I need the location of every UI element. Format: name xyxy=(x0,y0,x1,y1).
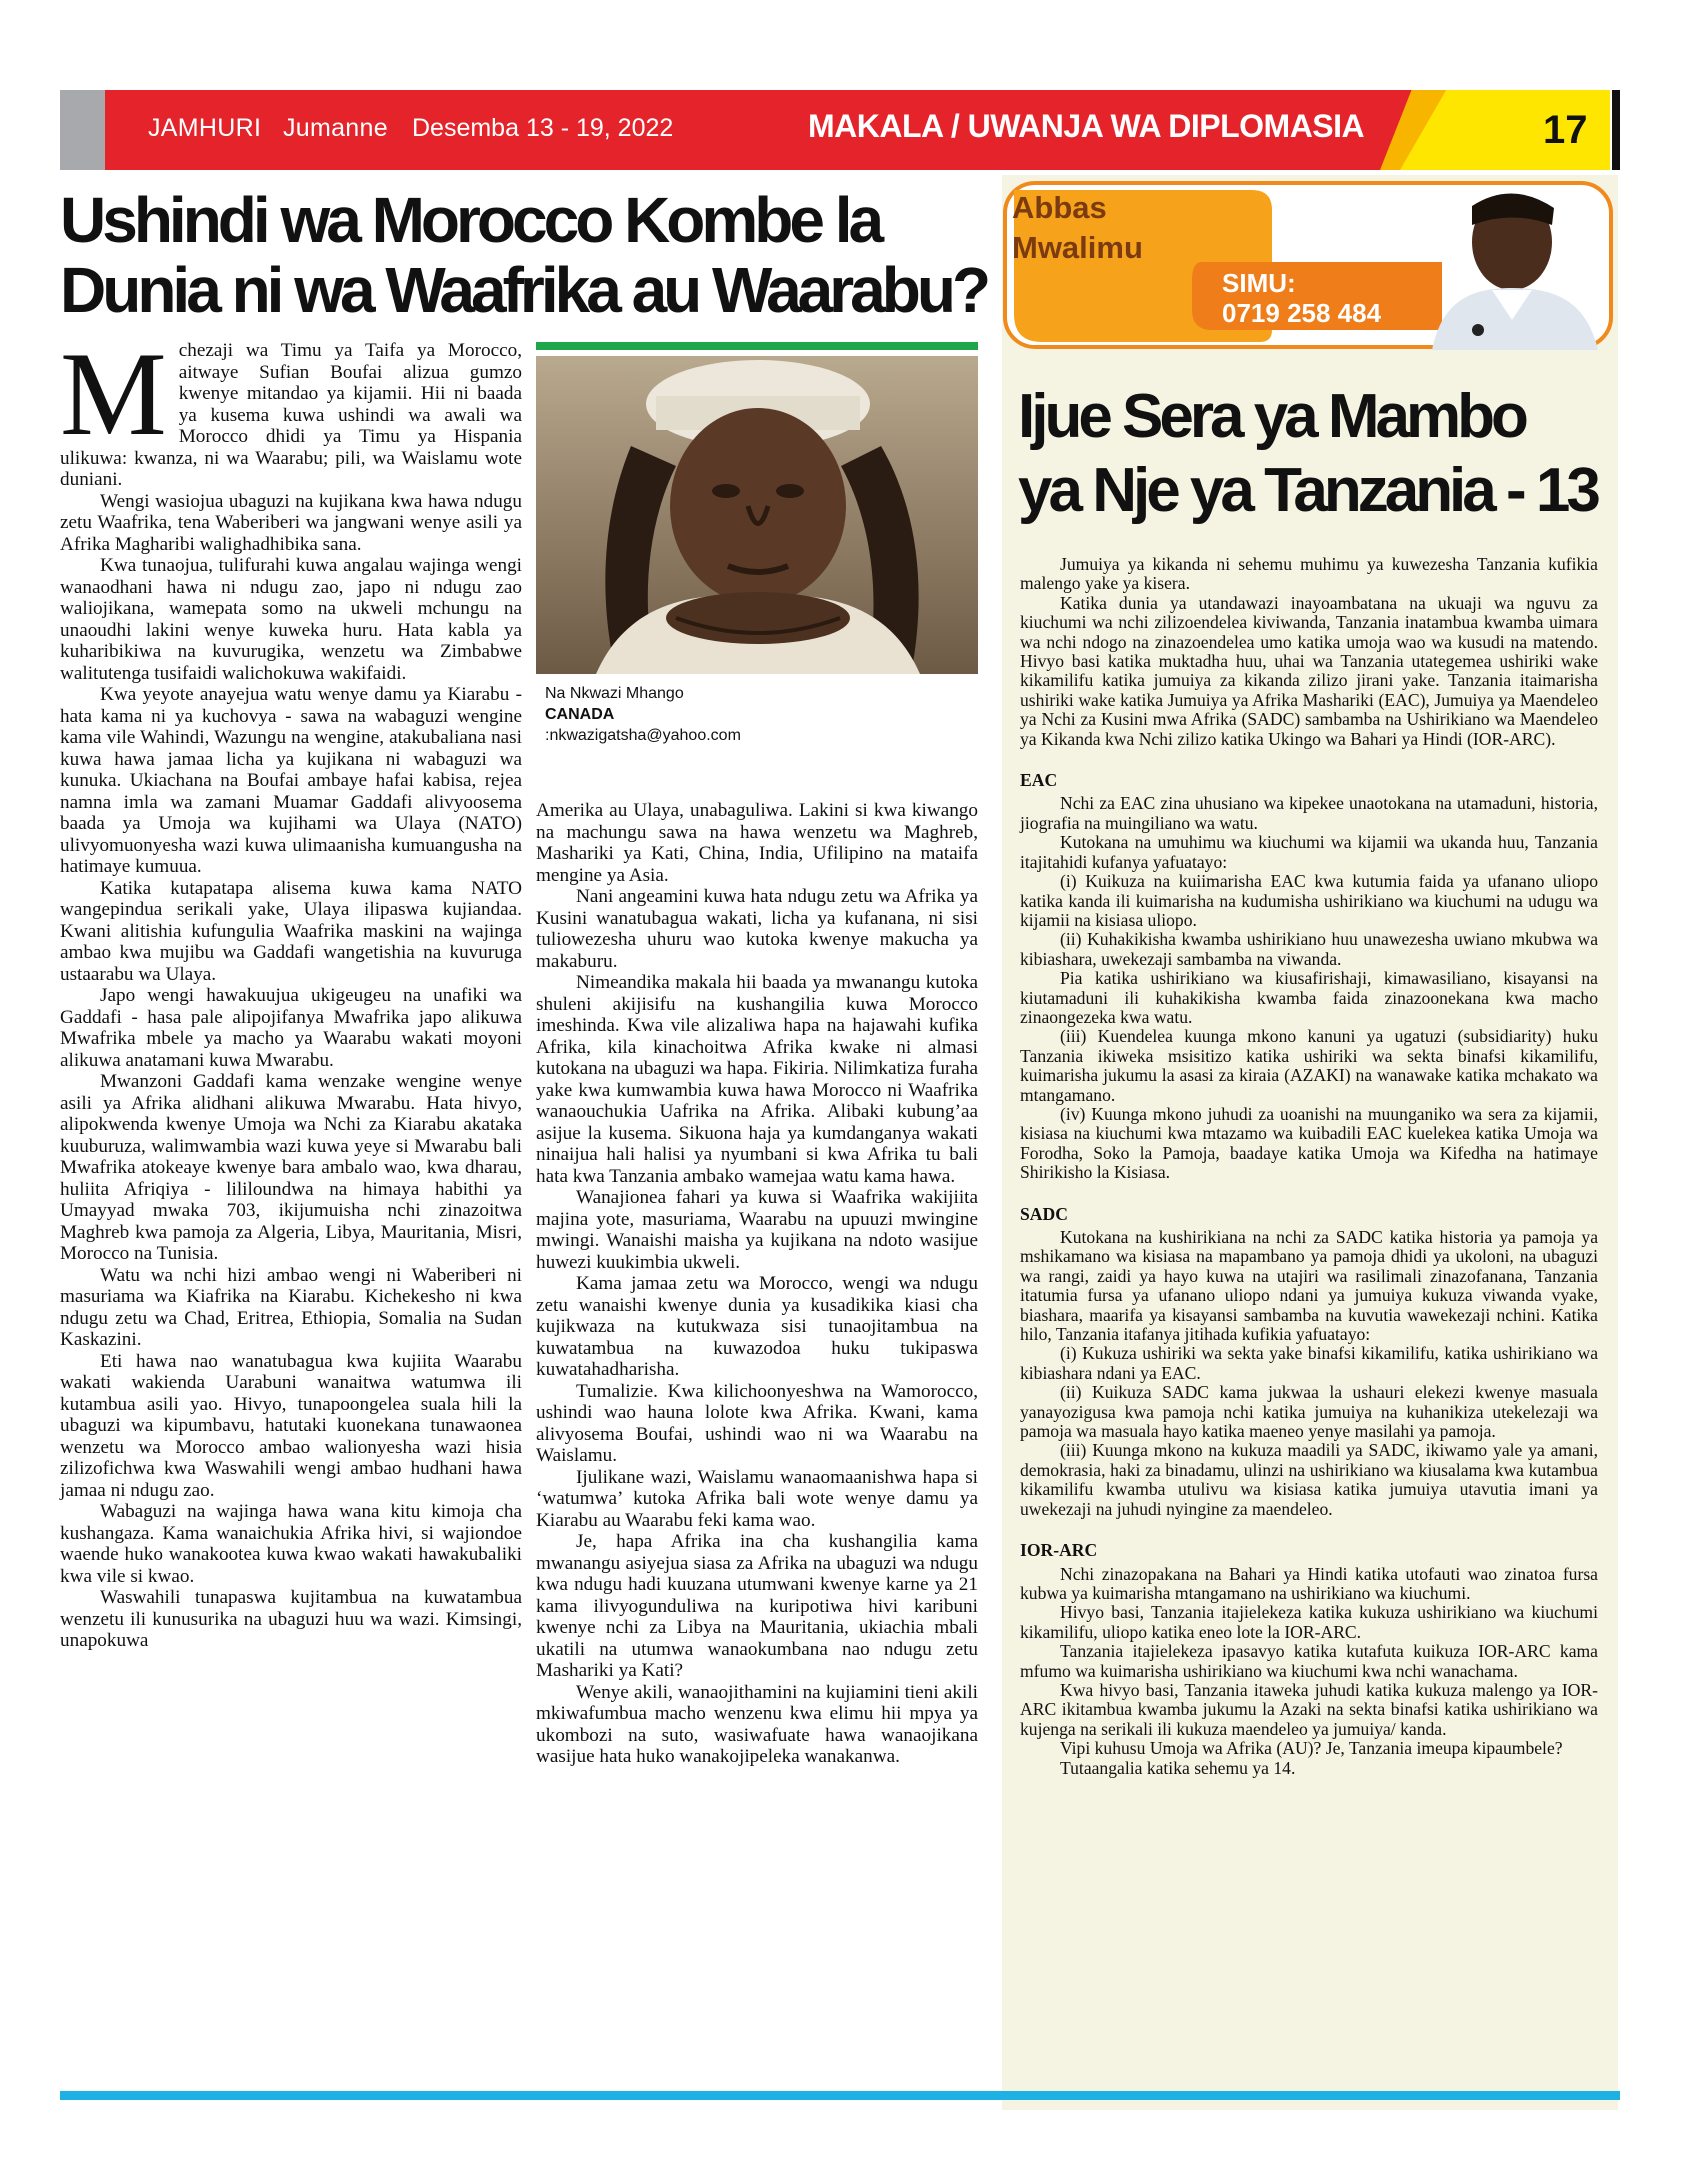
lead-text: chezaji wa Timu ya Taifa ya Morocco, aitwaye Sufian Boufai alizua gumzo kwenye mitandao ya kijamii. Hii ni baada ya kusema kuwa ushindi wa awali wa Morocco dhidi ya Timu ya Hispania ulikuwa: kwanza, ni wa Waarabu; pili, wa Waislamu wote duniani. xyxy=(60,340,522,490)
right-article-body xyxy=(1020,555,1598,1778)
body-paragraph: Kama jamaa zetu wa Morocco, wengi wa ndugu zetu wanaishi kwenye dunia ya kusadikika kiasi cha kujikwaza na kutukwaza sisi tunaojitambua na kuwatambua na kuwazodoa huku tukipaswa kuwatahadharisha. xyxy=(536,1273,978,1380)
body-paragraph: Japo wengi hawakuujua ukigeugeu na unafiki wa Gaddafi - hasa pale alipojifanya Mwafrika japo alikuwa Mwafrika mbele ya macho ya Waarabu wakati moyoni alikuwa anatamani kuwa Mwarabu. xyxy=(60,985,522,1071)
right-headline: Ijue Sera ya Mambo ya Nje ya Tanzania - 13 xyxy=(1018,382,1597,525)
columnist-name: Abbas Mwalimu xyxy=(1012,190,1143,265)
body-paragraph: (iv) Kuunga mkono juhudi za uoanishi na muunganiko wa sera za kijamii, kisiasa na kiuchumi kwa mtazamo wa kuibadili EAC kuelekea katika Umoja wa Forodha, Soko la Pamoja, baadaye katika Umoja wa Kifedha na hatimaye Shirikisho la Kisiasa. xyxy=(1020,1103,1598,1183)
header-gray-tab xyxy=(60,90,105,170)
body-paragraph: Wenye akili, wanaojithamini na kujiamini tieni akili mkiwafumbua macho wenzenu kwa elimu hii mpya ya ukombozi na suto, wasiwafuate hawa wanaojikana wasijue hata huko wanakojipeleka wanakanwa. xyxy=(536,1681,978,1767)
body-paragraph: Kwa hivyo basi, Tanzania itaweka juhudi katika kukuza malengo ya IOR-ARC ikitambua kwamba jukumu la Azaki na sekta binafsi katika ushirikiano wa kujenga na serikali ili kukuza maendeleo ya jumuiya/ kanda. xyxy=(1020,1679,1598,1739)
left-headline: Ushindi wa Morocco Kombe la Dunia ni wa Waafrika au Waarabu? xyxy=(60,184,988,326)
subheading-sadc: SADC xyxy=(1020,1203,1068,1224)
body-paragraph: Kwa yeyote anayejua watu wenye damu ya Kiarabu - hata kama ni ya kuchovya - sawa na wabaguzi wengine kama vile Wahindi, Wazungu na wengine, atakubaliana nasi kuwa hawa jamaa licha ya kujikana ni wabaguzi wa kunuka. Ukiachana na Boufai ambaye hafai kabisa, rejea namna imla wa zamani Muamar Gaddafi alivyoosema baada ya Umoja wa kujihami wa Ulaya (NATO) ulivyomuonyesha wazi kuwa ulimaanisha kumuangusha na hatimaye kumuua. xyxy=(60,684,522,877)
body-paragraph: Kutokana na kushirikiana na nchi za SADC katika historia ya pamoja ya mshikamano wa kisiasa na mapambano ya pamoja dhidi ya ukoloni, na ubaguzi wa rangi, zaidi ya hayo kuwa na utajiri wa rasilimali zinazofanana, Tanzania itatumia fursa ya ufanano uliopo ndani ya jumuiya kukuza viwanda vyake, biashara, maarifa ya kisayansi sambamba na kuvutia wawekezaji nchini. Katika hilo, Tanzania itafanya jitihada kufikia yafuatayo: xyxy=(1020,1227,1598,1345)
paper-name xyxy=(148,114,388,143)
body-paragraph: Tutaangalia katika sehemu ya 14. xyxy=(1060,1757,1296,1778)
body-paragraph: Ijulikane wazi, Waislamu wanaomaanishwa hapa si ‘watumwa’ kutoka Afrika bali wote wenye damu ya Kiarabu au Waarabu feki kama wao. xyxy=(536,1466,978,1531)
author-photo-illustration xyxy=(536,356,978,674)
body-paragraph: Nchi za EAC zina uhusiano wa kipekee unaotokana na utamaduni, historia, jiografia na muingiliano wa watu. xyxy=(1020,793,1598,833)
body-paragraph: Kwa tunaojua, tulifurahi kuwa angalau wajinga wengi wanaodhani hawa ni ndugu zao, japo ni ndugu zao waliojikana, wamepata somo na ukweli mchungu na unaoudhi lakini wenye kuweka huru. Hata kabla ya kuharibikiwa na kuvurugika, wenzetu wa Zimbabwe walitutenga tusifaidi walichokuwa wakifaidi. xyxy=(60,555,522,684)
page-number: 17 xyxy=(1543,108,1588,152)
body-paragraph: Kutokana na umuhimu wa kiuchumi wa kijamii wa ukanda huu, Tanzania itajitahidi kufanya yafuatayo: xyxy=(1020,832,1598,872)
byline-location: CANADA xyxy=(545,706,615,723)
section-title: MAKALA / UWANJA WA DIPLOMASIA xyxy=(808,108,1365,144)
body-paragraph: (ii) Kuikuza SADC kama jukwaa la ushauri elekezi kwenye masuala yanayozigusa kwa pamoja nchi katika jumuiya na kuhanikiza utekelezaji wa pamoja wa masuala hayo katika maeneo yenye masilahi ya pamoja. xyxy=(1020,1382,1598,1442)
body-paragraph: Tanzania itajielekeza ipasavyo katika kutafuta kuikuza IOR-ARC kama mfumo wa kuimarisha ushirikiano wa kiuchumi kwa nchi wanachama. xyxy=(1020,1641,1598,1681)
issue-day: Jumanne xyxy=(282,114,388,142)
footer-rule xyxy=(60,2091,1620,2100)
body-paragraph: (iii) Kuunga mkono na kukuza maadili ya SADC, ikiwamo yale ya amani, demokrasia, haki za binadamu, ulinzi na ushirikiano wa kiusalama kwa kutambua kikamilifu kwamba utulivu wa kisiasa katika jumuiya utavutia imani ya uwekezaji na juhudi nyingine za maendeleo. xyxy=(1020,1440,1598,1519)
body-paragraph: Nani angeamini kuwa hata ndugu zetu wa Afrika ya Kusini wanatubagua wakati, licha ya kufanana, ni sisi tuliowezesha uhuru wao kutoka kwenye makucha ya makaburu. xyxy=(536,886,978,972)
body-paragraph: Wanajionea fahari ya kuwa si Waafrika wakijiita majina yote, masuriama, Waarabu na upuuzi mwingine mwingi. Wanaishi maisha ya kujikana na ndoto wasijue huwezi kuukimbia ukweli. xyxy=(536,1187,978,1273)
author-photo xyxy=(536,356,978,674)
body-paragraph: Nimeandika makala hii baada ya mwanangu kutoka shuleni akijisifu na kushangilia kuwa Morocco imeshinda. Kwa vile alizaliwa hapa na hajawahi kufika Afrika, kila kinachoitwa Afrika kwake ni almasi kutokana na ubaguzi wa hapa. Fikiria. Nilimkatiza furaha yake kwa kumwambia kuwa hawa Morocco ni Waafrika wanaouchukia Uafrika na Afrika. Alibaki kubung’aa asijue la kusema. Sikuona haja ya kumdanganya wakati ninaijua hali halisi ya nyumbani si kwa Afrika tu bali hata kwa Tanzania ambako wamejaa watu kama hawa. xyxy=(536,972,978,1187)
body-paragraph: Amerika au Ulaya, unabaguliwa. Lakini si kwa kiwango na machungu sawa na hawa wenzetu wa Maghreb, Mashariki ya Kati, China, India, Ufilipino na mataifa mengine ya Asia. xyxy=(536,800,978,886)
body-paragraph: Je, hapa Afrika ina cha kushangilia kama mwanangu asiyejua siasa za Afrika na ubaguzi wa ndugu kwa ndugu hadi kuuzana utumwani kwenye karne ya 21 kama ilivyogunduliwa na kuripotiwa hivi karibuni kwenye nchi za Libya na Mauritania, ukiachia mbali ukatili na utumwa wanaokumbana nao ndugu zetu Mashariki ya Kati? xyxy=(536,1531,978,1681)
body-paragraph: (i) Kuikuza na kuiimarisha EAC kwa kutumia faida ya ufanano uliopo katika kanda ili kuimarisha na kudumisha ushirikiano wa kiuchumi na udugu wa kijamii na kisiasa uliopo. xyxy=(1020,871,1598,930)
byline xyxy=(545,683,741,746)
body-paragraph: Wabaguzi na wajinga hawa wana kitu kimoja cha kushangaza. Kama wanaichukia Afrika hivi, si wajiondoe waende huko wanakootea kuwa kwao wakati hawakubaliki kwa vile si kwao. xyxy=(60,1501,522,1587)
body-paragraph: Wengi wasiojua ubaguzi na kujikana kwa hawa ndugu zetu Waafrika, tena Waberiberi wa jangwani wenye asili ya Afrika Magharibi walighadhibika sana. xyxy=(60,490,522,555)
body-paragraph: Tumalizie. Kwa kilichoonyeshwa na Wamorocco, ushindi wao hauna lolote kwa Afrika. Kwani, kama alivyosema Boufai, ushindi wao ni wa Waarabu na Waislamu. xyxy=(536,1380,978,1466)
body-paragraph: Watu wa nchi hizi ambao wengi ni Waberiberi ni masuriama wa Kiafrika na Kiarabu. Kichekesho ni kwa ndugu zetu wa Chad, Eritrea, Ethiopia, Somalia na Sudan Kaskazini. xyxy=(60,1264,522,1350)
issue-date: Desemba 13 - 19, 2022 xyxy=(412,114,674,142)
left-article-column-1 xyxy=(60,327,522,1652)
body-paragraph: (ii) Kuhakikisha kwamba ushirikiano huu unawezesha uwiano mkubwa wa kibiashara, uwekezaji sambamba na viwanda. xyxy=(1020,929,1598,969)
drop-cap: M xyxy=(60,327,167,460)
header-black-bar xyxy=(1612,90,1620,170)
paper-title: JAMHURI xyxy=(148,114,262,142)
body-paragraph: (iii) Kuendelea kuunga mkono kanuni ya ugatuzi (subsidiarity) huku Tanzania ikiweka msisitizo katika ushiriki wa sekta binafsi kikamilifu, kuimarisha jukumu la asasi za kiraia (AZAKI) na wanawake katika mchakato wa mtangamano. xyxy=(1020,1026,1598,1105)
body-paragraph: Katika kutapatapa alisema kuwa kama NATO wangepindua serikali yake, Ulaya ilipaswa kujiandaa. Kwani alitishia kufungulia Waafrika maskini na wajinga ambao kwa mujibu wa Gaddafi wangetishia na kuvuruga ustaarabu wa Ulaya. xyxy=(60,877,522,985)
body-paragraph: Nchi zinazopakana na Bahari ya Hindi katika utofauti wao zinatoa fursa kubwa ya kuimarisha mtangamano na ushirikiano wa kiuchumi. xyxy=(1020,1563,1598,1603)
body-paragraph: Mwanzoni Gaddafi kama wenzake wengine wenye asili ya Afrika alidhani alikuwa Mwarabu. Hata hivyo, alipokwenda kwenye Umoja wa Nchi za Kiarabu akataka kuuburuza, walimwambia wazi kuwa yeye si Mwarabu bali Mwafrika atokeaye kwenye bara ambalo wao, kwa dharau, huliita Afriqiya - lililoundwa na himaya habithi ya Umayyad mwaka 703, ikijumuisha nchi zinazoitwa Maghreb kwa pamoja za Algeria, Libya, Mauritania, Misri, Morocco na Tunisia. xyxy=(60,1071,522,1264)
body-paragraph: Hivyo basi, Tanzania itajielekeza katika kukuza ushirikiano wa kiuchumi kikamilifu, uliopo katika eneo lote la IOR-ARC. xyxy=(1020,1602,1598,1642)
body-paragraph: Waswahili tunapaswa kujitambua na kuwatambua wenzetu ili kunusurika na ubaguzi huu wa wazi. Kimsingi, unapokuwa xyxy=(60,1587,522,1651)
body-paragraph: Vipi kuhusu Umoja wa Afrika (AU)? Je, Tanzania imeupa kipaumbele? xyxy=(1060,1738,1563,1759)
body-paragraph: Eti hawa nao wanatubagua kwa kujiita Waarabu wakati wakienda Uarabuni wanaitwa watumwa ili kutambua asili yao. Hivyo, tunapoongelea suala hili la ubaguzi wa kipumbavu, hatutaki kuonekana tunawaonea wenzetu wa Morocco ambao walionyesha wazi hisia zilizofichwa kwa Waswahili wengi ambao hudhani hawa jamaa ni ndugu zao. xyxy=(60,1350,522,1501)
phone-number: 0719 258 484 xyxy=(1222,298,1382,328)
body-paragraph: (i) Kukuza ushiriki wa sekta yake binafsi kikamilifu, katika ushirikiano wa kibiashara ndani ya EAC. xyxy=(1020,1343,1598,1383)
byline-name: Na Nkwazi Mhango xyxy=(545,685,684,702)
lead-paragraph xyxy=(60,327,522,491)
body-paragraph: Jumuiya ya kikanda ni sehemu muhimu ya kuwezesha Tanzania kufikia malengo yake ya kisera. xyxy=(1020,554,1598,594)
left-article-column-2 xyxy=(536,800,978,1768)
body-paragraph: Pia katika ushirikiano wa kiusafirishaji, kimawasiliano, kisayansi na kiutamaduni ili kuhakikisha kwamba faida zinazoonekana kwa macho zinaongezeka kwa watu. xyxy=(1020,968,1598,1027)
body-paragraph: Katika dunia ya utandawazi inayoambatana na ukuaji wa nguvu za kiuchumi wa nchi zilizoendelea kiviwanda, Tanzania inatambua kwamba uimara wa nchi ndogo na zinazoendelea umo katika umoja wao wa kusudi na matendo. Hivyo basi katika muktadha huu, uhai wa Tanzania utategemea ushiriki wake kikamilifu katika jumuiya za kikanda zilizo jirani yake. Tanzania itaimarisha ushiriki wake katika Jumuiya ya Afrika Mashariki (EAC), Jumuiya ya Maendeleo ya Nchi za Kusini mwa Afrika (SADC) sambamba na Ushirikiano wa Maendeleo ya Kikanda kwa Nchi zilizo katika Ukingo wa Bahari ya Hindi (IOR-ARC). xyxy=(1020,592,1598,749)
subheading-eac: EAC xyxy=(1020,770,1058,791)
subheading-ior-arc: IOR-ARC xyxy=(1020,1540,1098,1561)
byline-email: :nkwazigatsha@yahoo.com xyxy=(545,727,741,744)
columnist-phone xyxy=(1222,268,1381,328)
photo-top-rule xyxy=(536,342,978,350)
phone-label: SIMU: xyxy=(1222,268,1296,298)
